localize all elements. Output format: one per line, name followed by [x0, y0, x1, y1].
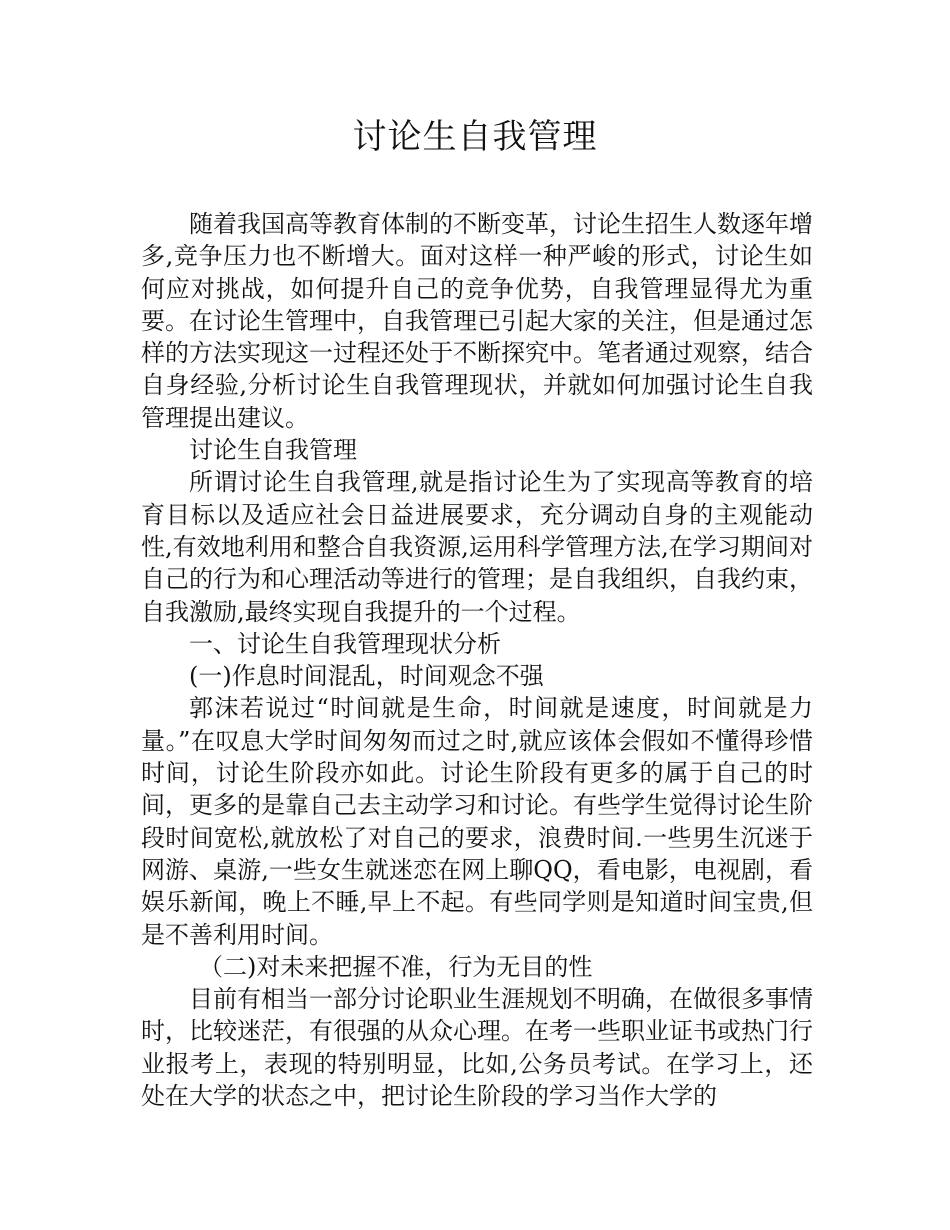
subsection-heading-1: (一)作息时间混乱，时间观念不强 [189, 662, 544, 691]
document-title: 讨论生自我管理 [352, 117, 598, 157]
subsection-heading-2: （二)对未来把握不准，行为无目的性 [199, 952, 593, 981]
document-body [141, 208, 813, 1112]
definition-paragraph: 所谓讨论生自我管理,就是指讨论生为了实现高等教育的培育目标以及适应社会日益进展要求，充分调动自身的主观能动性,有效地利用和整合自我资源,运用科学管理方法,在学习期间对自己的行为和心理活动等进行的管理；是自我组织，自我约束，自我激励,最终实现自我提升的一个过程。 [141, 468, 813, 626]
section-heading-self-management: 讨论生自我管理 [189, 436, 357, 465]
intro-paragraph: 随着我国高等教育体制的不断变革，讨论生招生人数逐年增多,竞争压力也不断增大。面对这样一种严峻的形式，讨论生如何应对挑战，如何提升自己的竞争优势，自我管理显得尤为重要。在讨论生管理中，自我管理已引起大家的关注，但是通过怎样的方法实现这一过程还处于不断探究中。笔者通过观察，结合自身经验,分析讨论生自我管理现状，并就如何加强讨论生自我管理提出建议。 [141, 210, 813, 432]
future-paragraph: 目前有相当一部分讨论职业生涯规划不明确，在做很多事情时，比较迷茫，有很强的从众心理。在考一些职业证书或热门行业报考上，表现的特别明显，比如,公务员考试。在学习上，还处在大学的状态之中，把讨论生阶段的学习当作大学的 [141, 985, 813, 1111]
section-heading-status-analysis: 一、讨论生自我管理现状分析 [189, 629, 501, 658]
time-paragraph: 郭沫若说过“时间就是生命，时间就是速度，时间就是力量。”在叹息大学时间匆匆而过之时,就应该体会假如不懂得珍惜时间，讨论生阶段亦如此。讨论生阶段有更多的属于自己的时间，更多的是靠自己去主动学习和讨论。有些学生觉得讨论生阶段时间宽松,就放松了对自己的要求，浪费时间.一些男生沉迷于网游、桌游,一些女生就迷恋在网上聊QQ，看电影，电视剧，看娱乐新闻，晚上不睡,早上不起。有些同学则是知道时间宝贵,但是不善利用时间。 [141, 694, 813, 949]
